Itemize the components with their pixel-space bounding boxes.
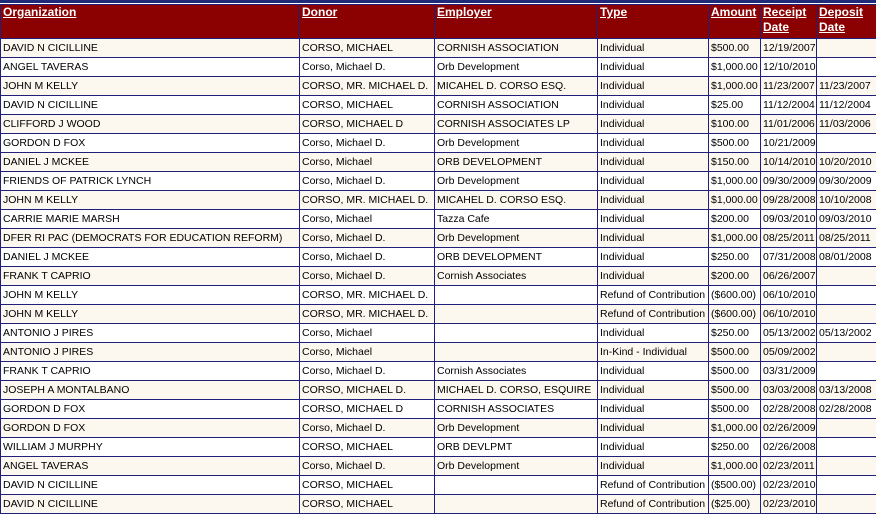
column-header-employer[interactable] <box>435 5 598 39</box>
cell-organization: ANGEL TAVERAS <box>1 457 300 476</box>
cell-receipt-date: 10/21/2009 <box>761 134 817 153</box>
cell-type: Refund of Contribution <box>598 286 709 305</box>
cell-amount: $500.00 <box>709 343 761 362</box>
cell-deposit-date <box>817 476 876 495</box>
cell-type: Individual <box>598 229 709 248</box>
table-row <box>1 476 876 495</box>
cell-donor: Corso, Michael D. <box>300 457 435 476</box>
cell-organization: DANIEL J MCKEE <box>1 153 300 172</box>
cell-type: Individual <box>598 267 709 286</box>
cell-type: Individual <box>598 115 709 134</box>
cell-organization: DAVID N CICILLINE <box>1 476 300 495</box>
cell-type: Refund of Contribution <box>598 476 709 495</box>
cell-employer: CORNISH ASSOCIATES <box>435 400 598 419</box>
table-row <box>1 58 876 77</box>
cell-organization: CARRIE MARIE MARSH <box>1 210 300 229</box>
cell-type: Individual <box>598 58 709 77</box>
cell-type: Individual <box>598 419 709 438</box>
header-row <box>1 5 876 39</box>
table-row <box>1 324 876 343</box>
table-row <box>1 381 876 400</box>
cell-donor: Corso, Michael <box>300 324 435 343</box>
cell-organization: ANTONIO J PIRES <box>1 343 300 362</box>
cell-deposit-date: 11/03/2006 <box>817 115 876 134</box>
cell-amount: $500.00 <box>709 362 761 381</box>
cell-donor: Corso, Michael D. <box>300 58 435 77</box>
sort-link-deposit-date-line1[interactable]: Deposit <box>819 5 864 19</box>
cell-amount: ($25.00) <box>709 495 761 514</box>
cell-receipt-date: 02/26/2009 <box>761 419 817 438</box>
cell-receipt-date: 06/10/2010 <box>761 305 817 324</box>
cell-deposit-date <box>817 457 876 476</box>
cell-deposit-date: 03/13/2008 <box>817 381 876 400</box>
cell-donor: CORSO, MICHAEL <box>300 495 435 514</box>
cell-employer: Orb Development <box>435 58 598 77</box>
cell-receipt-date: 08/25/2011 <box>761 229 817 248</box>
cell-amount: $1,000.00 <box>709 77 761 96</box>
cell-organization: JOSEPH A MONTALBANO <box>1 381 300 400</box>
cell-employer: MICHAEL D. CORSO, ESQUIRE <box>435 381 598 400</box>
cell-donor: Corso, Michael D. <box>300 267 435 286</box>
cell-employer <box>435 305 598 324</box>
column-header-organization[interactable] <box>1 5 300 39</box>
cell-organization: FRIENDS OF PATRICK LYNCH <box>1 172 300 191</box>
cell-organization: DANIEL J MCKEE <box>1 248 300 267</box>
cell-donor: CORSO, MICHAEL <box>300 476 435 495</box>
table-row <box>1 39 876 58</box>
table-row <box>1 286 876 305</box>
cell-amount: $200.00 <box>709 210 761 229</box>
cell-donor: Corso, Michael <box>300 153 435 172</box>
cell-organization: FRANK T CAPRIO <box>1 267 300 286</box>
cell-organization: WILLIAM J MURPHY <box>1 438 300 457</box>
cell-deposit-date <box>817 305 876 324</box>
cell-type: Individual <box>598 210 709 229</box>
cell-amount: $1,000.00 <box>709 172 761 191</box>
cell-amount: ($600.00) <box>709 305 761 324</box>
cell-organization: ANGEL TAVERAS <box>1 58 300 77</box>
cell-deposit-date <box>817 362 876 381</box>
cell-receipt-date: 09/03/2010 <box>761 210 817 229</box>
cell-donor: CORSO, MR. MICHAEL D. <box>300 77 435 96</box>
cell-receipt-date: 07/31/2008 <box>761 248 817 267</box>
cell-amount: $500.00 <box>709 134 761 153</box>
table-row <box>1 305 876 324</box>
cell-amount: $200.00 <box>709 267 761 286</box>
cell-deposit-date <box>817 39 876 58</box>
table-row <box>1 495 876 514</box>
cell-deposit-date: 10/10/2008 <box>817 191 876 210</box>
cell-amount: $250.00 <box>709 324 761 343</box>
cell-deposit-date: 09/30/2009 <box>817 172 876 191</box>
table-row <box>1 96 876 115</box>
table-row <box>1 210 876 229</box>
cell-deposit-date <box>817 286 876 305</box>
cell-type: Individual <box>598 324 709 343</box>
cell-organization: JOHN M KELLY <box>1 191 300 210</box>
cell-donor: CORSO, MICHAEL D <box>300 400 435 419</box>
cell-employer: ORB DEVLPMT <box>435 438 598 457</box>
cell-receipt-date: 06/26/2007 <box>761 267 817 286</box>
cell-donor: Corso, Michael D. <box>300 419 435 438</box>
cell-deposit-date: 11/23/2007 <box>817 77 876 96</box>
cell-deposit-date <box>817 419 876 438</box>
cell-donor: Corso, Michael <box>300 210 435 229</box>
cell-donor: CORSO, MICHAEL <box>300 96 435 115</box>
cell-donor: CORSO, MICHAEL <box>300 39 435 58</box>
cell-amount: $25.00 <box>709 96 761 115</box>
table-row <box>1 153 876 172</box>
cell-type: Individual <box>598 362 709 381</box>
cell-type: Individual <box>598 438 709 457</box>
cell-amount: $1,000.00 <box>709 457 761 476</box>
table-row <box>1 419 876 438</box>
cell-deposit-date: 10/20/2010 <box>817 153 876 172</box>
table-body <box>1 39 876 514</box>
cell-employer: Orb Development <box>435 172 598 191</box>
sort-link-donor[interactable]: Donor <box>302 5 338 19</box>
cell-employer: MICAHEL D. CORSO ESQ. <box>435 77 598 96</box>
cell-employer: CORNISH ASSOCIATES LP <box>435 115 598 134</box>
cell-deposit-date: 02/28/2008 <box>817 400 876 419</box>
table-row <box>1 457 876 476</box>
cell-deposit-date: 08/25/2011 <box>817 229 876 248</box>
cell-donor: CORSO, MR. MICHAEL D. <box>300 286 435 305</box>
cell-type: Individual <box>598 39 709 58</box>
cell-receipt-date: 05/09/2002 <box>761 343 817 362</box>
cell-amount: ($500.00) <box>709 476 761 495</box>
sort-link-deposit-date-line2[interactable]: Date <box>819 20 846 34</box>
cell-donor: Corso, Michael D. <box>300 362 435 381</box>
cell-deposit-date <box>817 438 876 457</box>
cell-receipt-date: 06/10/2010 <box>761 286 817 305</box>
column-header-donor[interactable] <box>300 5 435 39</box>
cell-receipt-date: 12/19/2007 <box>761 39 817 58</box>
cell-employer <box>435 324 598 343</box>
cell-organization: JOHN M KELLY <box>1 305 300 324</box>
cell-employer: Orb Development <box>435 229 598 248</box>
column-header-receipt-date[interactable] <box>761 5 817 39</box>
cell-organization: GORDON D FOX <box>1 400 300 419</box>
cell-donor: CORSO, MICHAEL <box>300 438 435 457</box>
cell-deposit-date: 08/01/2008 <box>817 248 876 267</box>
table-header <box>1 5 876 39</box>
cell-donor: Corso, Michael D. <box>300 229 435 248</box>
cell-receipt-date: 02/23/2010 <box>761 495 817 514</box>
cell-employer: Orb Development <box>435 134 598 153</box>
cell-receipt-date: 11/12/2004 <box>761 96 817 115</box>
cell-type: Individual <box>598 400 709 419</box>
cell-type: Individual <box>598 172 709 191</box>
cell-receipt-date: 03/31/2009 <box>761 362 817 381</box>
cell-organization: ANTONIO J PIRES <box>1 324 300 343</box>
cell-amount: ($600.00) <box>709 286 761 305</box>
table-row <box>1 229 876 248</box>
table-row <box>1 115 876 134</box>
cell-employer <box>435 476 598 495</box>
cell-receipt-date: 02/26/2008 <box>761 438 817 457</box>
cell-amount: $1,000.00 <box>709 229 761 248</box>
cell-receipt-date: 09/30/2009 <box>761 172 817 191</box>
table-row <box>1 77 876 96</box>
table-row <box>1 191 876 210</box>
cell-organization: JOHN M KELLY <box>1 286 300 305</box>
cell-employer: MICAHEL D. CORSO ESQ. <box>435 191 598 210</box>
column-header-type[interactable] <box>598 5 709 39</box>
cell-employer: Cornish Associates <box>435 362 598 381</box>
cell-type: Individual <box>598 457 709 476</box>
cell-amount: $100.00 <box>709 115 761 134</box>
cell-amount: $1,000.00 <box>709 191 761 210</box>
table-row <box>1 362 876 381</box>
cell-receipt-date: 05/13/2002 <box>761 324 817 343</box>
cell-type: Individual <box>598 96 709 115</box>
cell-employer: CORNISH ASSOCIATION <box>435 96 598 115</box>
cell-employer: CORNISH ASSOCIATION <box>435 39 598 58</box>
cell-type: Individual <box>598 381 709 400</box>
top-border-bar <box>0 0 876 3</box>
cell-receipt-date: 12/10/2010 <box>761 58 817 77</box>
cell-type: Individual <box>598 77 709 96</box>
cell-organization: DAVID N CICILLINE <box>1 495 300 514</box>
contributions-table <box>0 4 876 514</box>
cell-donor: Corso, Michael <box>300 343 435 362</box>
sort-link-amount[interactable]: Amount <box>711 5 757 19</box>
cell-employer: Tazza Cafe <box>435 210 598 229</box>
cell-amount: $500.00 <box>709 400 761 419</box>
cell-receipt-date: 03/03/2008 <box>761 381 817 400</box>
cell-donor: Corso, Michael D. <box>300 248 435 267</box>
cell-receipt-date: 09/28/2008 <box>761 191 817 210</box>
cell-deposit-date <box>817 58 876 77</box>
cell-amount: $500.00 <box>709 39 761 58</box>
cell-organization: FRANK T CAPRIO <box>1 362 300 381</box>
cell-amount: $250.00 <box>709 248 761 267</box>
cell-type: Individual <box>598 248 709 267</box>
sort-link-employer[interactable]: Employer <box>437 5 492 19</box>
cell-donor: CORSO, MR. MICHAEL D. <box>300 305 435 324</box>
cell-employer: Cornish Associates <box>435 267 598 286</box>
cell-receipt-date: 02/23/2011 <box>761 457 817 476</box>
column-header-deposit-date[interactable] <box>817 5 876 39</box>
cell-receipt-date: 11/01/2006 <box>761 115 817 134</box>
table-row <box>1 172 876 191</box>
table-row <box>1 267 876 286</box>
cell-receipt-date: 02/23/2010 <box>761 476 817 495</box>
cell-deposit-date <box>817 134 876 153</box>
cell-deposit-date <box>817 267 876 286</box>
cell-amount: $150.00 <box>709 153 761 172</box>
cell-donor: CORSO, MICHAEL D. <box>300 381 435 400</box>
cell-employer: ORB DEVELOPMENT <box>435 153 598 172</box>
cell-employer <box>435 495 598 514</box>
cell-donor: CORSO, MR. MICHAEL D. <box>300 191 435 210</box>
table-row <box>1 400 876 419</box>
cell-receipt-date: 10/14/2010 <box>761 153 817 172</box>
cell-type: In-Kind - Individual <box>598 343 709 362</box>
cell-employer: Orb Development <box>435 419 598 438</box>
cell-type: Individual <box>598 153 709 172</box>
table-row <box>1 438 876 457</box>
cell-amount: $250.00 <box>709 438 761 457</box>
cell-amount: $1,000.00 <box>709 419 761 438</box>
cell-organization: GORDON D FOX <box>1 419 300 438</box>
cell-amount: $1,000.00 <box>709 58 761 77</box>
cell-type: Individual <box>598 191 709 210</box>
cell-employer <box>435 286 598 305</box>
cell-organization: DAVID N CICILLINE <box>1 96 300 115</box>
cell-donor: CORSO, MICHAEL D <box>300 115 435 134</box>
column-header-amount[interactable] <box>709 5 761 39</box>
cell-deposit-date: 09/03/2010 <box>817 210 876 229</box>
cell-employer: ORB DEVELOPMENT <box>435 248 598 267</box>
cell-employer <box>435 343 598 362</box>
cell-deposit-date: 05/13/2002 <box>817 324 876 343</box>
sort-link-receipt-date-line2[interactable]: Date <box>763 20 790 34</box>
cell-organization: CLIFFORD J WOOD <box>1 115 300 134</box>
table-row <box>1 134 876 153</box>
table-row <box>1 343 876 362</box>
cell-organization: DAVID N CICILLINE <box>1 39 300 58</box>
cell-receipt-date: 11/23/2007 <box>761 77 817 96</box>
cell-amount: $500.00 <box>709 381 761 400</box>
cell-deposit-date: 11/12/2004 <box>817 96 876 115</box>
cell-type: Refund of Contribution <box>598 495 709 514</box>
cell-donor: Corso, Michael D. <box>300 134 435 153</box>
cell-type: Individual <box>598 134 709 153</box>
table-row <box>1 248 876 267</box>
sort-link-type[interactable]: Type <box>600 5 628 19</box>
sort-link-organization[interactable]: Organization <box>3 5 77 19</box>
cell-deposit-date <box>817 495 876 514</box>
cell-donor: Corso, Michael D. <box>300 172 435 191</box>
cell-organization: GORDON D FOX <box>1 134 300 153</box>
sort-link-receipt-date-line1[interactable]: Receipt <box>763 5 807 19</box>
cell-employer: Orb Development <box>435 457 598 476</box>
cell-receipt-date: 02/28/2008 <box>761 400 817 419</box>
cell-organization: JOHN M KELLY <box>1 77 300 96</box>
cell-deposit-date <box>817 343 876 362</box>
cell-type: Refund of Contribution <box>598 305 709 324</box>
cell-organization: DFER RI PAC (DEMOCRATS FOR EDUCATION REFORM) <box>1 229 300 248</box>
